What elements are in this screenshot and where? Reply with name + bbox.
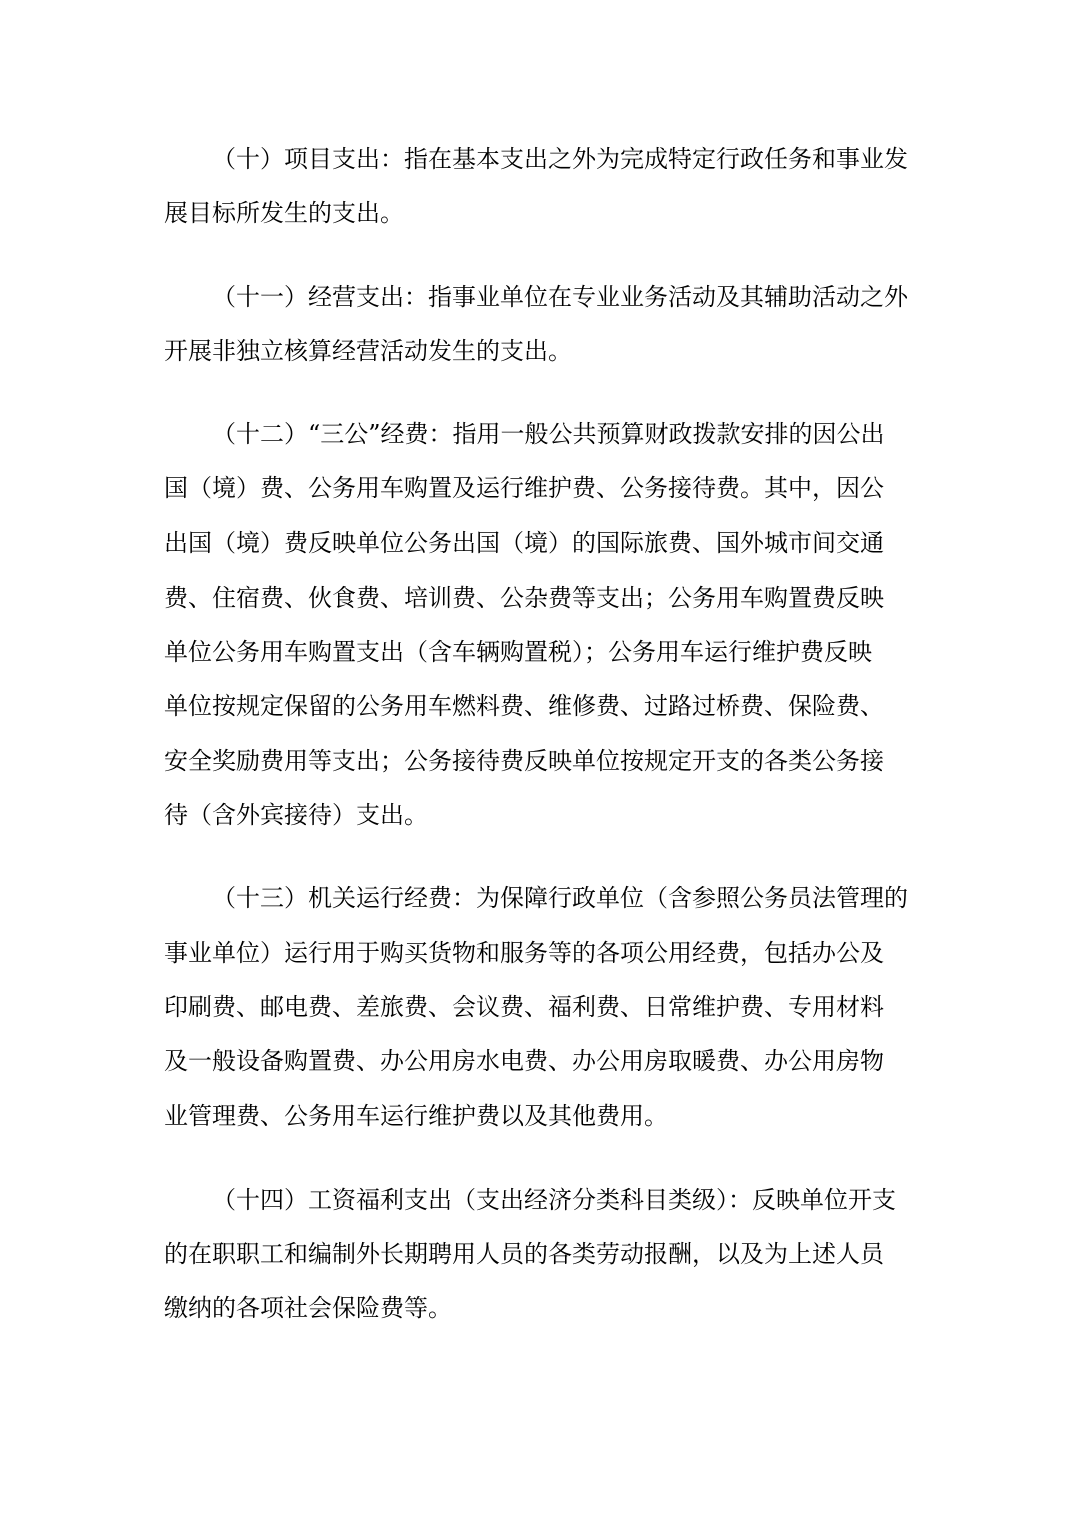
text-line: 缴纳的各项社会保险费等。: [164, 1294, 452, 1322]
text-line: 待（含外宾接待）支出。: [164, 801, 428, 829]
text-line: 业管理费、公务用车运行维护费以及其他费用。: [164, 1102, 668, 1130]
text-line: 事业单位）运行用于购买货物和服务等的各项公用经费，包括办公及: [164, 939, 884, 967]
text-line: （十）项目支出：指在基本支出之外为完成特定行政任务和事业发: [212, 145, 908, 173]
text-line: 安全奖励费用等支出；公务接待费反映单位按规定开支的各类公务接: [164, 747, 884, 775]
text-line: 展目标所发生的支出。: [164, 199, 404, 227]
text-line: （十二）“三公”经费：指用一般公共预算财政拨款安排的因公出: [212, 420, 885, 448]
text-line: （十三）机关运行经费：为保障行政单位（含参照公务员法管理的: [212, 884, 908, 912]
text-line: 的在职职工和编制外长期聘用人员的各类劳动报酬，以及为上述人员: [164, 1240, 884, 1268]
text-line: 及一般设备购置费、办公用房水电费、办公用房取暖费、办公用房物: [164, 1047, 884, 1075]
text-line: 印刷费、邮电费、差旅费、会议费、福利费、日常维护费、专用材料: [164, 993, 884, 1021]
text-line: 费、住宿费、伙食费、培训费、公杂费等支出；公务用车购置费反映: [164, 584, 884, 612]
text-line: 出国（境）费反映单位公务出国（境）的国际旅费、国外城市间交通: [164, 529, 884, 557]
text-line: 国（境）费、公务用车购置及运行维护费、公务接待费。其中，因公: [164, 474, 884, 502]
text-line: 单位按规定保留的公务用车燃料费、维修费、过路过桥费、保险费、: [164, 692, 884, 720]
text-line: （十四）工资福利支出（支出经济分类科目类级）：反映单位开支: [212, 1186, 896, 1214]
text-line: 开展非独立核算经营活动发生的支出。: [164, 337, 572, 365]
text-line: 单位公务用车购置支出（含车辆购置税）；公务用车运行维护费反映: [164, 638, 872, 666]
text-line: （十一）经营支出：指事业单位在专业业务活动及其辅助活动之外: [212, 283, 908, 311]
